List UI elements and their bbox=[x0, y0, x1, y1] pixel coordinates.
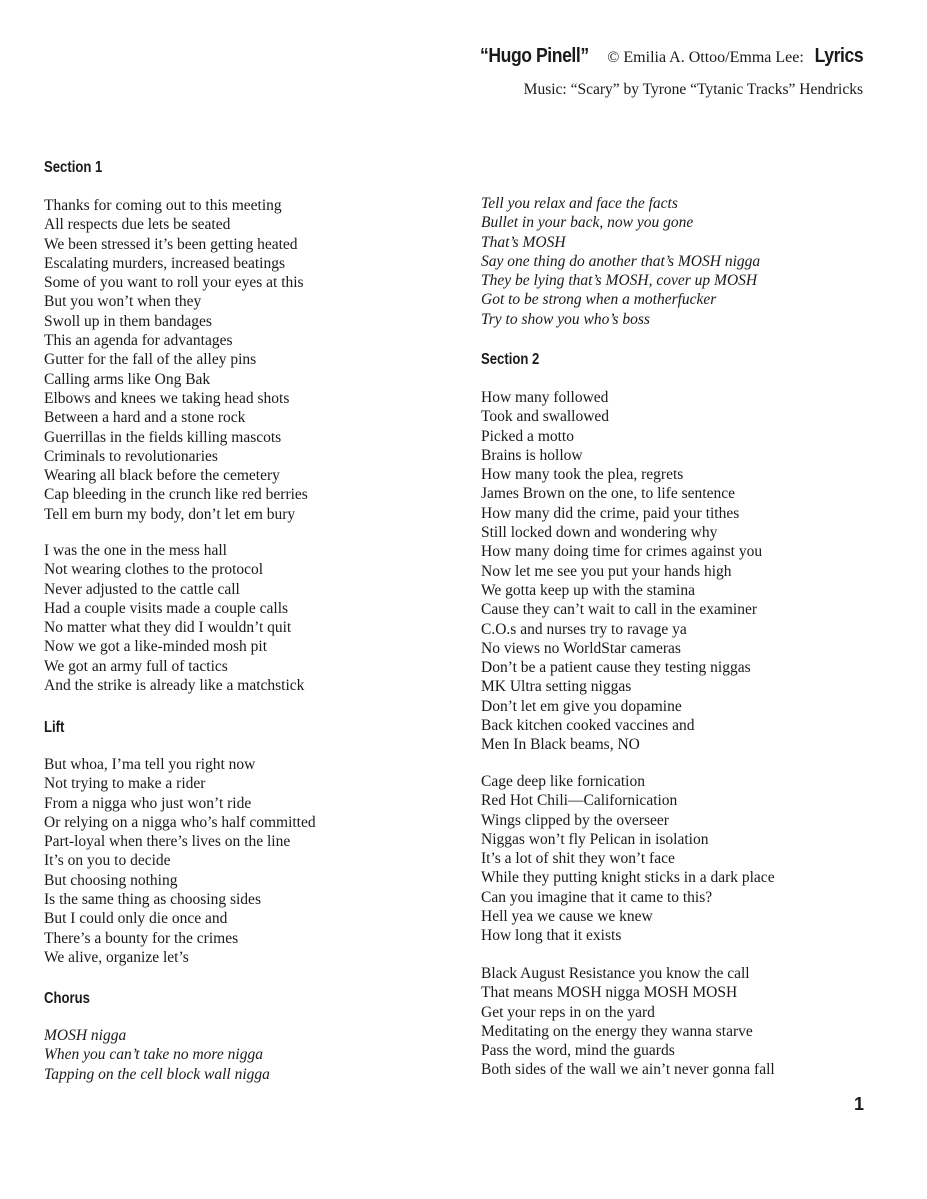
lyric-line: Niggas won’t fly Pelican in isolation bbox=[481, 830, 709, 848]
lyric-line: They be lying that’s MOSH, cover up MOSH bbox=[481, 272, 758, 290]
lyric-line: It’s on you to decide bbox=[44, 852, 171, 870]
music-credit: Music: “Scary” by Tyrone “Tytanic Tracks” Hendricks bbox=[523, 81, 863, 98]
page-header bbox=[480, 44, 863, 100]
lyric-line: Guerrillas in the fields killing mascots bbox=[44, 428, 282, 446]
lyric-line: Never adjusted to the cattle call bbox=[44, 580, 240, 598]
lyric-line: Men In Black beams, NO bbox=[481, 736, 640, 754]
lyric-line: C.O.s and nurses try to ravage ya bbox=[481, 620, 687, 638]
lyric-line: Part-loyal when there’s lives on the line bbox=[44, 833, 291, 851]
lyric-line: Is the same thing as choosing sides bbox=[44, 891, 261, 909]
lyric-line: We gotta keep up with the stamina bbox=[481, 581, 695, 599]
lyric-line: Not wearing clothes to the protocol bbox=[44, 561, 264, 579]
section-1-stanza-1 bbox=[44, 196, 308, 524]
lyric-line: Meditating on the energy they wanna starve bbox=[481, 1022, 753, 1040]
lyric-line: Wings clipped by the overseer bbox=[481, 811, 669, 829]
lyric-line: Swoll up in them bandages bbox=[44, 312, 212, 330]
lift-heading: Lift bbox=[44, 719, 65, 736]
lyric-line: While they putting knight sticks in a dark place bbox=[481, 869, 775, 887]
lyric-line: Wearing all black before the cemetery bbox=[44, 467, 280, 485]
lyric-line: Some of you want to roll your eyes at this bbox=[44, 274, 304, 292]
lyric-line: Cap bleeding in the crunch like red berries bbox=[44, 486, 308, 504]
lyric-line: MK Ultra setting niggas bbox=[481, 678, 632, 696]
lyric-line: Pass the word, mind the guards bbox=[481, 1042, 675, 1060]
lyric-line: How many took the plea, regrets bbox=[481, 466, 684, 484]
lyric-line: Brains is hollow bbox=[481, 446, 583, 464]
lyric-line: Now let me see you put your hands high bbox=[481, 562, 732, 580]
lyric-line: James Brown on the one, to life sentence bbox=[481, 485, 735, 503]
lyric-line: Cause they can’t wait to call in the examiner bbox=[481, 601, 758, 619]
lyric-line: How many doing time for crimes against you bbox=[481, 543, 763, 561]
lyric-line: Had a couple visits made a couple calls bbox=[44, 599, 289, 617]
lyric-line: I was the one in the mess hall bbox=[44, 542, 227, 559]
lyric-line: Between a hard and a stone rock bbox=[44, 409, 246, 427]
lyric-line: When you can’t take no more nigga bbox=[44, 1046, 263, 1064]
chorus-stanza bbox=[44, 1026, 270, 1084]
lyrics-label: Lyrics bbox=[814, 45, 863, 67]
lyric-line: But you won’t when they bbox=[44, 293, 202, 311]
lyric-line: Criminals to revolutionaries bbox=[44, 447, 218, 465]
lyric-line: No matter what they did I wouldn’t quit bbox=[44, 619, 292, 637]
lyric-line: Tell em burn my body, don’t let em bury bbox=[44, 505, 296, 523]
lyric-line: That means MOSH nigga MOSH MOSH bbox=[481, 984, 738, 1002]
section-2-heading: Section 2 bbox=[481, 351, 540, 368]
section-1-stanza-2 bbox=[44, 541, 304, 695]
lyric-line: Can you imagine that it came to this? bbox=[481, 888, 713, 906]
lyric-line: We got an army full of tactics bbox=[44, 657, 228, 675]
lyric-line: Both sides of the wall we ain’t never gonna fall bbox=[481, 1061, 775, 1079]
lift-stanza bbox=[44, 755, 316, 967]
lyric-line: Cage deep like fornication bbox=[481, 773, 645, 790]
lyric-line: There’s a bounty for the crimes bbox=[44, 929, 239, 947]
lyric-line: Took and swallowed bbox=[481, 408, 610, 426]
lyric-line: But whoa, I’ma tell you right now bbox=[44, 756, 256, 773]
lyric-line: Try to show you who’s boss bbox=[481, 310, 650, 328]
lyric-line: MOSH nigga bbox=[44, 1027, 127, 1044]
lyric-line: Calling arms like Ong Bak bbox=[44, 370, 211, 388]
lyric-line: Gutter for the fall of the alley pins bbox=[44, 351, 257, 369]
lyric-line: Or relying on a nigga who’s half committed bbox=[44, 813, 316, 831]
lyric-line: Don’t let em give you dopamine bbox=[481, 697, 682, 715]
lyric-line: But I could only die once and bbox=[44, 910, 228, 928]
lyric-line: We alive, organize let’s bbox=[44, 948, 189, 966]
lyric-line: We been stressed it’s been getting heated bbox=[44, 235, 298, 253]
lyric-line: Still locked down and wondering why bbox=[481, 524, 718, 542]
title-line bbox=[480, 44, 863, 70]
lyric-line: This an agenda for advantages bbox=[44, 332, 233, 350]
lyric-line: Picked a motto bbox=[481, 427, 574, 445]
chorus-heading: Chorus bbox=[44, 990, 90, 1007]
lyric-line: Black August Resistance you know the call bbox=[481, 965, 750, 982]
lyric-line: Get your reps in on the yard bbox=[481, 1003, 655, 1021]
lyric-line: Escalating murders, increased beatings bbox=[44, 254, 286, 272]
section-2-stanza-3 bbox=[481, 964, 775, 1080]
song-title: “Hugo Pinell” bbox=[479, 45, 589, 67]
lyric-line: That’s MOSH bbox=[481, 233, 566, 251]
lyric-line: Not trying to make a rider bbox=[44, 775, 206, 793]
lyric-line: Tell you relax and face the facts bbox=[481, 195, 678, 212]
chorus-continued bbox=[481, 194, 760, 329]
copyright-text: © Emilia A. Ottoo/Emma Lee: bbox=[607, 49, 804, 66]
lyric-line: How many did the crime, paid your tithes bbox=[481, 504, 740, 522]
lyric-line: It’s a lot of shit they won’t face bbox=[481, 850, 675, 868]
section-2-stanza-1 bbox=[481, 388, 762, 755]
lyric-line: Say one thing do another that’s MOSH nigga bbox=[481, 252, 761, 270]
section-2-stanza-2 bbox=[481, 772, 775, 946]
lyric-line: Elbows and knees we taking head shots bbox=[44, 389, 290, 407]
lyric-line: But choosing nothing bbox=[44, 871, 178, 889]
lyric-line: Tapping on the cell block wall nigga bbox=[44, 1065, 270, 1083]
lyric-line: How long that it exists bbox=[481, 927, 622, 945]
lyric-line: And the strike is already like a matchstick bbox=[44, 677, 305, 695]
lyric-line: Thanks for coming out to this meeting bbox=[44, 197, 282, 214]
lyric-line: Bullet in your back, now you gone bbox=[481, 214, 694, 232]
lyric-line: How many followed bbox=[481, 389, 609, 406]
page-number: 1 bbox=[853, 1094, 864, 1114]
lyric-line: Got to be strong when a motherfucker bbox=[481, 291, 717, 309]
lyric-line: Now we got a like-minded mosh pit bbox=[44, 638, 267, 656]
lyric-line: Hell yea we cause we knew bbox=[481, 908, 653, 926]
lyric-line: Back kitchen cooked vaccines and bbox=[481, 717, 695, 735]
lyric-line: Red Hot Chili—Californication bbox=[481, 792, 678, 810]
lyric-line: From a nigga who just won’t ride bbox=[44, 794, 252, 812]
lyric-line: No views no WorldStar cameras bbox=[481, 639, 681, 657]
lyric-line: All respects due lets be seated bbox=[44, 216, 231, 234]
lyric-line: Don’t be a patient cause they testing niggas bbox=[481, 659, 751, 677]
section-1-heading: Section 1 bbox=[44, 159, 103, 176]
